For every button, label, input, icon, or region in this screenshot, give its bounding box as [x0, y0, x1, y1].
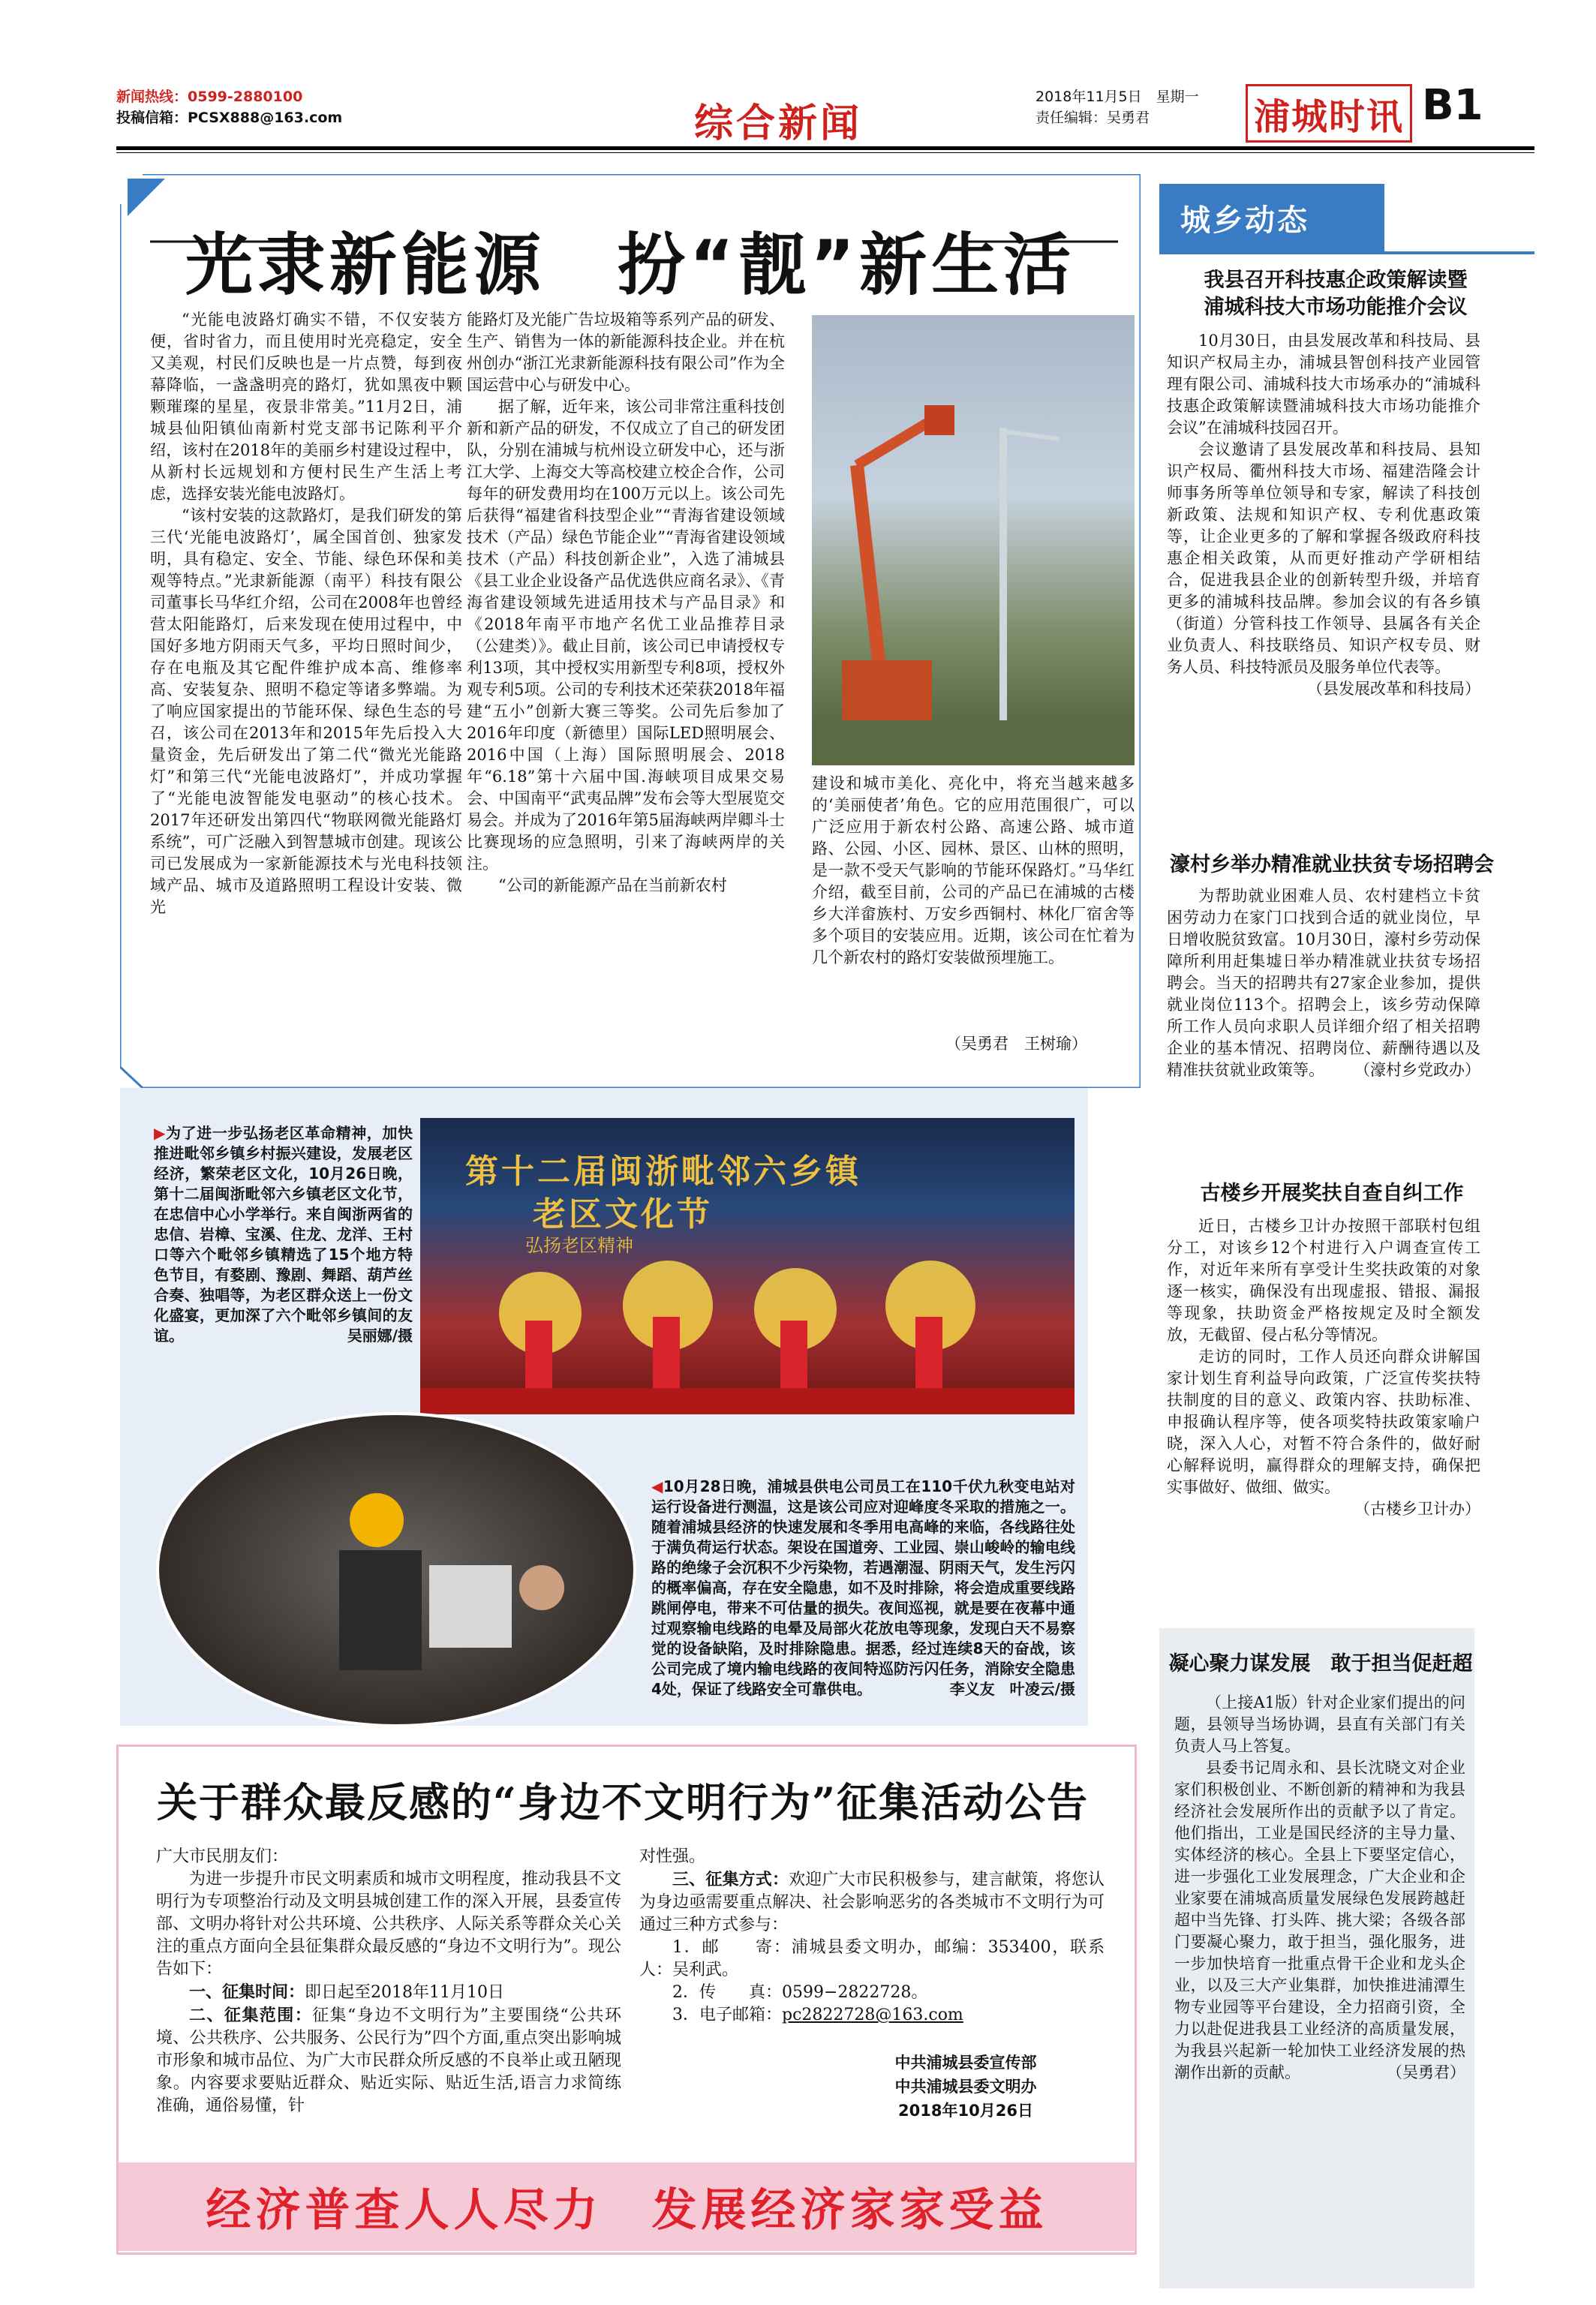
sidebar-rule [1159, 251, 1534, 254]
issue-date: 2018年11月5日 星期一 [1035, 89, 1199, 105]
header-date-block [1035, 86, 1199, 128]
a4-p1: （上接A1版）针对企业家们提出的问题，县领导当场协调，县直有关部门有关负责人马上答复。 [1174, 1693, 1465, 1755]
item2-text: 征集“身边不文明行为”主要围绕“公共环境、公共秩序、公共服务、公民行为”四个方面,重点突出影响城市形象和城市品位、为广大市民群众所反感的不良举止或丑陋现象。内容要求要贴近群众、贴近实际、贴近生活,语言力求简练准确，通俗易懂，针 [156, 2006, 621, 2115]
item3-label: 三、征集方式： [672, 1870, 789, 1889]
side-article2-body [1167, 885, 1480, 1081]
lead-col2-p1: 能路灯及光能广告垃圾箱等系列产品的研发、生产、销售为一体的新能源科技企业。并在杭州创办“浙江光隶新能源科技有限公司”作为全国运营中心与研发中心。 [467, 311, 785, 394]
substation-credit: 李义友 叶凌云/摄 [949, 1680, 1075, 1698]
page-number: B1 [1422, 81, 1483, 130]
festival-caption [154, 1123, 413, 1346]
notice-item2 [156, 2004, 621, 2117]
lead-col-1 [150, 309, 462, 918]
notice-email [639, 2004, 1105, 2027]
side-article1-title [1167, 267, 1504, 321]
a1-title-line1: 我县召开科技惠企政策解读暨 [1204, 269, 1468, 292]
festival-stage-photo [420, 1118, 1075, 1414]
caption-arrow-icon: ▶ [154, 1124, 166, 1142]
a2-p1: 为帮助就业困难人员、农村建档立卡贫困劳动力在家门口找到合适的就业岗位，早日增收脱贫致富。10月30日，濠村乡劳动保障所利用赶集墟日举办精准就业扶贫专场招聘会。当天的招聘共有27家企业参加，提供就业岗位113个。招聘会上，该乡劳动保障所工作人员向求职人员详细介绍了相关招聘企业的基本情况、招聘岗位、薪酬待遇以及精准扶贫就业政策等。 [1167, 887, 1480, 1079]
stage-banner-line2: 老区文化节 [533, 1195, 713, 1234]
sidebar-heading: 城乡动态 [1159, 184, 1384, 251]
festival-caption-text: 为了进一步弘扬老区革命精神，加快推进毗邻乡镇乡村振兴建设，发展老区经济，繁荣老区文化，10月26日晚，第十二届闽浙毗邻六乡镇老区文化节，在忠信中心小学举行。来自闽浙两省的忠信、岩樟、宝溪、住龙、龙洋、王村口等六个毗邻乡镇精选了15个地方特色节目，有婺剧、豫剧、舞蹈、葫芦丝合奏、独唱等，为老区群众送上一份文化盛宴，更加深了六个毗邻乡镇间的友谊。 [154, 1124, 413, 1345]
notice-col-left [156, 1846, 621, 2117]
lead-col2-p3: “公司的新能源产品在当前新农村 [498, 876, 727, 894]
lead-col2-p2: 据了解，近年来，该公司非常注重科技创新和新产品的研发，不仅成立了自己的研发团队，分别在浦城与杭州设立研发中心，还与浙江大学、上海交大等高校建立校企合作，公司每年的研发费用均在100万元以上。该公司先后获得“福建省科技型企业”“青海省建设领域技术（产品）绿色节能企业”“青海省建设领域技术（产品）科技创新企业”，入选了浦城县《县工业企业设备产品优选供应商名录》、《青海省建设领域先进适用技术与产品目录》和《2018年南平市地产名优工业品推荐目录（公建类）》。截止目前，该公司已申请授权专利13项，其中授权实用新型专利8项，授权外观专利5项。公司的专利技术还荣获2018年福建“五小”创新大赛三等奖。公司先后参加了2016年印度（新德里）国际LED照明展会、2016中国（上海）国际照明展会、2018年“6.18”第十六届中国.海峡项目成果交易会、中国南平“武夷品牌”发布会等大型展览交易会。并成为了2016年第5届海峡两岸卿斗士比赛现场的应急照明，引来了海峡两岸的关注。 [467, 398, 785, 873]
lead-headline: 光隶新能源 扮“靓”新生活 [185, 226, 1076, 305]
header-contacts [116, 86, 342, 128]
side-article2-title: 濠村乡举办精准就业扶贫专场招聘会 [1170, 853, 1494, 876]
notice-item3 [639, 1868, 1105, 1937]
a1-p1: 10月30日，由县发展改革和科技局、县知识产权局主办，浦城县智创科技产业园管理有限公司、浦城科技大市场承办的“浦城科技惠企政策解读暨浦城科技大市场功能推介会议”在浦城科技园召开。 [1167, 332, 1480, 437]
a3-credit: （古楼乡卫计办） [1354, 1500, 1480, 1518]
notice-signature [827, 2051, 1105, 2123]
festival-credit: 吴丽娜/摄 [347, 1327, 413, 1345]
masthead-logo: 浦城时讯 [1246, 84, 1412, 143]
lead-col-2 [467, 309, 785, 897]
street-lamp-photo [812, 315, 1135, 765]
lead-credit: （吴勇君 王树瑜） [945, 1035, 1087, 1053]
a1-p2: 会议邀请了县发展改革和科技局、县知识产权局、衢州科技大市场、福建浩隆会计师事务所等单位领导和专家，解读了科技创新政策、法规和知识产权、专利优惠政策等，让企业更多的了解和掌握各级政府科技惠企相关政策，从而更好推动产学研相结合，促进我县企业的创新转型升级，并培育更多的浦城科技品牌。参加会议的有各乡镇（街道）分管科技工作领导、县属各有关企业负责人、科技联络员、知识产权专员、财务人员、科技特派员及服务单位代表等。 [1167, 440, 1480, 676]
a1-credit: （县发展改革和科技局） [1307, 680, 1480, 698]
submission-email: 投稿信箱：PCSX888@163.com [116, 110, 343, 126]
a4-credit: （吴勇君） [1387, 2063, 1465, 2081]
email-link[interactable]: pc2822728@163.com [782, 2006, 963, 2024]
stage-banner-line3: 弘扬老区精神 [525, 1235, 633, 1256]
notice-greeting: 广大市民朋友们： [156, 1847, 289, 1866]
worker-illustration [159, 1415, 636, 1727]
notice-fax: 2．传 真：0599−2822728。 [672, 1983, 928, 2002]
sign-dept2: 中共浦城县委文明办 [894, 2078, 1037, 2096]
item3-text: 欢迎广大市民积极参与，建言献策，将您认为身边亟需要重点解决、社会影响恶劣的各类城市不文明行为可通过三种方式参与： [639, 1871, 1105, 1934]
editor: 责任编辑：吴勇君 [1035, 110, 1150, 126]
header-rule [116, 146, 1534, 150]
stage-banner-line1: 第十二届闽浙毗邻六乡镇 [465, 1152, 861, 1191]
a3-p1: 近日，古楼乡卫计办按照干部联村包组分工，对该乡12个村进行入户调查宣传工作，对近年来所有享受计生奖扶政策的对象逐一核实，确保没有出现虚报、错报、漏报等现象，扶助资金严格按规定及时全额发放，无截留、侵占私分等情况。 [1167, 1217, 1480, 1344]
substation-caption-text: 10月28日晚，浦城县供电公司员工在110千伏九秋变电站对运行设备进行测温，这是该公司应对迎峰度冬采取的措施之一。随着浦城县经济的快速发展和冬季用电高峰的来临，各线路往处于满负荷运行状态。架设在国道旁、工业园、崇山峻岭的输电线路的绝缘子会沉积不少污染物，若遇潮湿、阴雨天气，发生污闪的概率偏高，存在安全隐患，如不及时排除，将会造成重要线路跳闸停电，带来不可估量的损失。夜间巡视，就是要在夜幕中通过观察输电线路的电晕及局部火花放电等现象，发现白天不易察觉的设备缺陷，及时排除隐患。据悉，经过连续8天的奋战，该公司完成了境内输电线路的夜间特巡防污闪任务，消除安全隐患4处，保证了线路安全可靠供电。 [651, 1477, 1075, 1698]
dancers-illustration [420, 1118, 1075, 1414]
side-article4-title: 凝心聚力谋发展 敢于担当促赶超 [1168, 1652, 1473, 1675]
notice-intro: 为进一步提升市民文明素质和城市文明程度，推动我县不文明行为专项整治行动及文明县城创建工作的深入开展，县委宣传部、文明办将针对公共环境、公共秩序、人际关系等群众关心关注的重点方面向全县征集群众最反感的“身边不文明行为”。现公告如下： [156, 1870, 621, 1979]
email-label: 3．电子邮箱： [672, 2006, 782, 2024]
notice-mail: 1．邮 寄：浦城县委文明办，邮编：353400，联系人：吴利武。 [639, 1938, 1105, 1979]
side-article4-body [1174, 1692, 1465, 2084]
lead-col3-p1: 建设和城市美化、亮化中，将充当越来越多的‘美丽使者’角色。它的应用范围很广，可以广泛应用于新农村公路、高速公路、城市道路、公园、小区、园林、景区、山林的照明，是一款不受天气影响的节能环保路灯。”马华红介绍，截至目前，公司的产品已在浦城的古楼乡大洋畲族村、万安乡西铜村、林化厂宿舍等多个项目的安装应用。近期，该公司在忙着为几个新农村的路灯安装做预埋施工。 [812, 774, 1135, 966]
hotline: 新闻热线：0599-2880100 [116, 89, 303, 105]
lead-col1-p1: “光能电波路灯确实不错，不仅安装方便，省时省力，而且使用时光亮稳定，安全又美观，村民们反映也是一片点赞，每到夜幕降临，一盏盏明亮的路灯，犹如黑夜中颗颗璀璨的星星，夜景非常美。”11月2日，浦城县仙阳镇仙南新村党支部书记陈利平介绍，该村在2018年的美丽乡村建设过程中，从新村长远规划和方便村民生产生活上考虑，选择安装光能电波路灯。 [150, 311, 462, 503]
item2-cont: 对性强。 [639, 1847, 706, 1866]
notice-title: 关于群众最反感的“身边不文明行为”征集活动公告 [156, 1778, 1090, 1826]
side-article3-title: 古楼乡开展奖扶自查自纠工作 [1200, 1182, 1464, 1205]
header-rule-thin [116, 152, 1534, 153]
section-title: 综合新闻 [694, 101, 863, 146]
notice-col-right [639, 1846, 1105, 2123]
item2-label: 二、征集范围： [189, 2006, 313, 2025]
substation-caption [651, 1477, 1075, 1699]
a2-credit: （濠村乡党政办） [1354, 1061, 1480, 1079]
sign-dept1: 中共浦城县委宣传部 [894, 2054, 1037, 2072]
item1-label: 一、征集时间： [189, 1982, 305, 2002]
side-article3-body [1167, 1216, 1480, 1520]
street-lamp-illustration [812, 315, 1135, 765]
slogan-banner: 经济普查人人尽力 发展经济家家受益 [119, 2162, 1135, 2251]
side-article1-body [1167, 330, 1480, 700]
substation-photo [156, 1412, 636, 1727]
lead-col-3 [812, 773, 1135, 969]
a4-p2: 县委书记周永和、县长沈晓文对企业家们积极创业、不断创新的精神和为我县经济社会发展所作出的贡献予以了肯定。他们指出，工业是国民经济的主导力量、实体经济的核心。全县上下要坚定信心，进一步强化工业发展理念，广大企业和企业家要在浦城高质量发展绿色发展跨越赶超中当先锋、打头阵、挑大梁；各级各部门要凝心聚力，敢于担当，强化服务，进一步加快培育一批重点骨干企业和龙头企业，以及三大产业集群，加快推进浦潭生物专业园等平台建设，全力招商引资，全力以赴促进我县工业经济的高质量发展，为我县兴起新一轮加快工业经济发展的热潮作出新的贡献。 [1174, 1759, 1465, 2081]
lead-col1-p2: “该村安装的这款路灯，是我们研发的第三代‘光能电波路灯’，属全国首创、独家发明，具有稳定、安全、节能、绿色环保和美观等特点。”光隶新能源（南平）科技有限公司董事长马华红介绍，公司在2008年也曾经营太阳能路灯，后来发现在使用过程中，中国好多地方阴雨天气多，平均日照时间少，存在电瓶及其它配件维护成本高、维修率高、安装复杂、照明不稳定等诸多弊端。为了响应国家提出的节能环保、绿色生态的号召，该公司在2013年和2015年先后投入大量资金，先后研发出了第二代“微光光能路灯”和第三代“光能电波路灯”，并成功掌握了“光能电波智能发电驱动”的核心技术。2017年还研发出第四代“物联网微光能路灯系统”，可广泛融入到智慧城市创建。现该公司已发展成为一家新能源技术与光电科技领域产品、城市及道路照明工程设计安装、微光 [150, 506, 462, 916]
sign-date: 2018年10月26日 [898, 2102, 1033, 2120]
item1-text: 即日起至2018年11月10日 [305, 1983, 504, 2002]
caption-arrow-left-icon: ◀ [651, 1477, 663, 1495]
a3-p2: 走访的同时，工作人员还向群众讲解国家计划生育利益导向政策，广泛宣传奖扶特扶制度的目的意义、政策内容、扶助标准、申报确认程序等，使各项奖特扶政策家喻户晓，深入人心，对暂不符合条件的，做好耐心解释说明，赢得群众的理解支持，确保把实事做好、做细、做实。 [1167, 1348, 1480, 1496]
a1-title-line2: 浦城科技大市场功能推介会议 [1204, 296, 1468, 319]
notice-item1 [156, 1981, 621, 2004]
